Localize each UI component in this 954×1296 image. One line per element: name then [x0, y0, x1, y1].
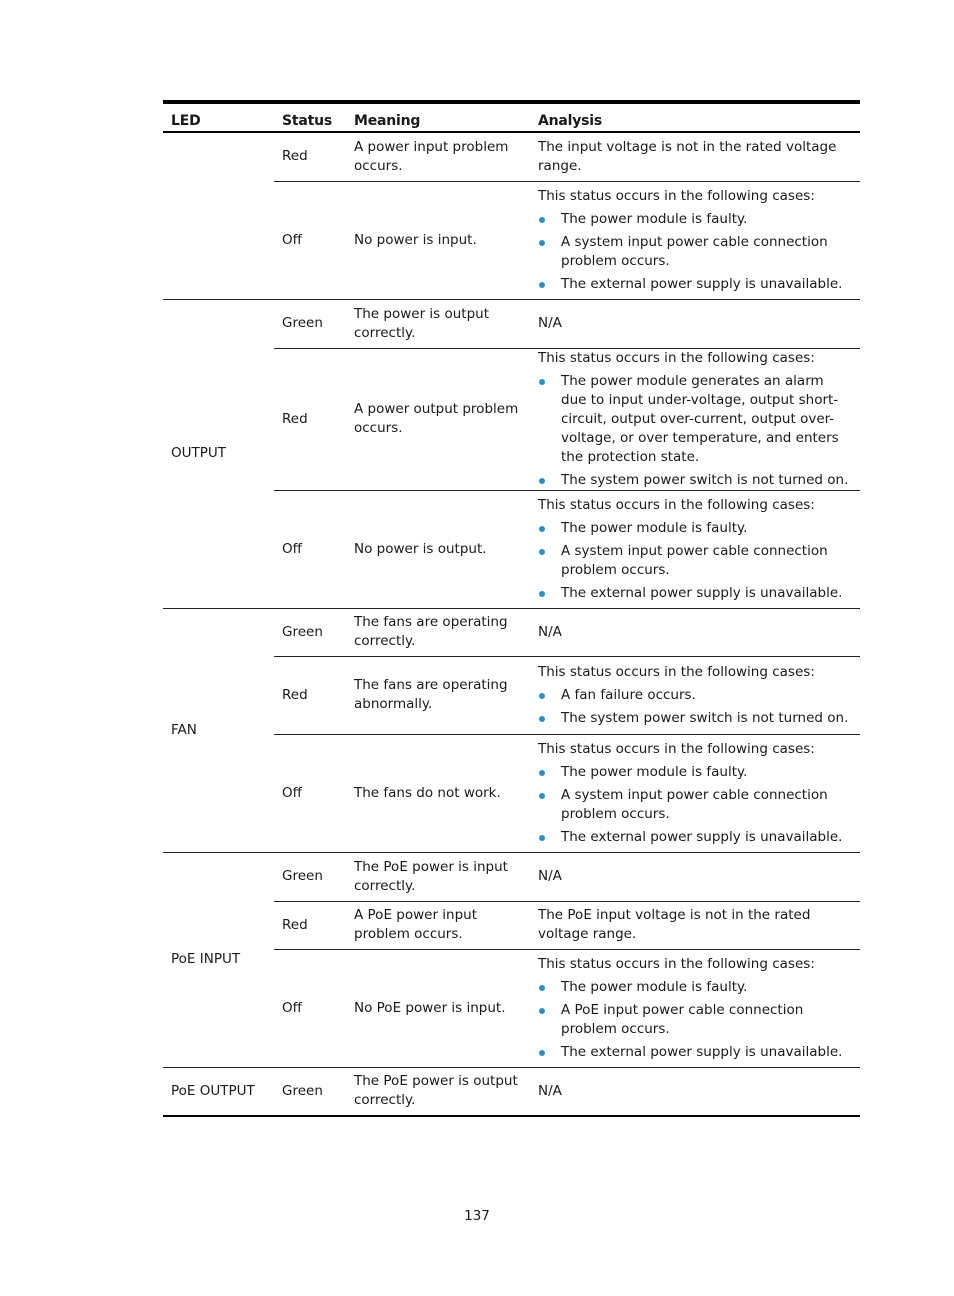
bullet-dot-icon [539, 240, 545, 246]
bullet-dot-icon [539, 835, 545, 841]
list-item [538, 471, 852, 490]
meaning-cell: No PoE power is input. [346, 949, 530, 1067]
bullet-text: A system input power cable connection problem occurs. [561, 786, 828, 822]
bullet-text: The power module is faulty. [561, 978, 748, 995]
analysis-bullet-list [538, 519, 852, 603]
bullet-text: The external power supply is unavailable. [561, 584, 843, 601]
led-name-cell: PoE OUTPUT [163, 1067, 274, 1116]
status-cell: Red [274, 901, 346, 949]
meaning-cell: A PoE power input problem occurs. [346, 901, 530, 949]
bullet-dot-icon [539, 693, 545, 699]
bullet-dot-icon [539, 478, 545, 484]
list-item [538, 372, 852, 467]
meaning-cell: No power is output. [346, 490, 530, 608]
list-item [538, 828, 852, 847]
analysis-cell: N/A [530, 852, 860, 901]
table-body [163, 132, 860, 1116]
analysis-bullet-list [538, 978, 852, 1062]
bullet-dot-icon [539, 379, 545, 385]
meaning-cell: The fans are operating abnormally. [346, 656, 530, 734]
table-row [163, 299, 860, 348]
analysis-lead: This status occurs in the following cases: [538, 740, 815, 757]
bullet-text: The power module is faulty. [561, 210, 748, 227]
table-row [163, 1067, 860, 1116]
status-cell: Red [274, 656, 346, 734]
status-cell: Off [274, 490, 346, 608]
status-cell: Green [274, 299, 346, 348]
status-cell: Off [274, 181, 346, 299]
bullet-text: A fan failure occurs. [561, 686, 696, 703]
meaning-cell: The PoE power is output correctly. [346, 1067, 530, 1116]
analysis-cell: N/A [530, 299, 860, 348]
analysis-cell: The PoE input voltage is not in the rated voltage range. [530, 901, 860, 949]
led-status-table [163, 100, 860, 1117]
header-status: Status [274, 102, 346, 132]
bullet-dot-icon [539, 1008, 545, 1014]
bullet-text: The system power switch is not turned on. [561, 709, 849, 726]
analysis-cell [530, 734, 860, 852]
analysis-cell [530, 656, 860, 734]
analysis-bullet-list [538, 686, 852, 728]
analysis-bullet-list [538, 763, 852, 847]
meaning-cell: No power is input. [346, 181, 530, 299]
list-item [538, 1043, 852, 1062]
analysis-lead: This status occurs in the following cases: [538, 349, 815, 366]
table-row [163, 132, 860, 181]
bullet-text: The power module generates an alarm due to input under-voltage, output short-circuit, output over-current, output over-voltage, or over temperature, and enters the protection state. [561, 372, 839, 465]
header-meaning: Meaning [346, 102, 530, 132]
led-name-cell: PoE INPUT [163, 852, 274, 1067]
bullet-text: The external power supply is unavailable. [561, 1043, 843, 1060]
list-item [538, 233, 852, 271]
analysis-cell: The input voltage is not in the rated voltage range. [530, 132, 860, 181]
meaning-cell: A power output problem occurs. [346, 348, 530, 490]
list-item [538, 1001, 852, 1039]
list-item [538, 709, 852, 728]
document-body [163, 100, 860, 1117]
page-number: 137 [464, 1208, 490, 1224]
analysis-lead: This status occurs in the following cases: [538, 187, 815, 204]
bullet-dot-icon [539, 282, 545, 288]
meaning-cell: The power is output correctly. [346, 299, 530, 348]
header-led: LED [163, 102, 274, 132]
analysis-lead: This status occurs in the following cases: [538, 496, 815, 513]
list-item [538, 763, 852, 782]
analysis-cell [530, 490, 860, 608]
bullet-text: A PoE input power cable connection problem occurs. [561, 1001, 804, 1037]
status-cell: Off [274, 734, 346, 852]
bullet-text: A system input power cable connection problem occurs. [561, 542, 828, 578]
table-row [163, 852, 860, 901]
bullet-text: A system input power cable connection problem occurs. [561, 233, 828, 269]
status-cell: Off [274, 949, 346, 1067]
list-item [538, 584, 852, 603]
header-row [163, 102, 860, 132]
analysis-cell [530, 181, 860, 299]
analysis-lead: This status occurs in the following cases: [538, 955, 815, 972]
list-item [538, 978, 852, 997]
status-cell: Green [274, 608, 346, 656]
meaning-cell: A power input problem occurs. [346, 132, 530, 181]
bullet-dot-icon [539, 1050, 545, 1056]
meaning-cell: The fans do not work. [346, 734, 530, 852]
bullet-dot-icon [539, 526, 545, 532]
status-cell: Red [274, 132, 346, 181]
meaning-cell: The fans are operating correctly. [346, 608, 530, 656]
analysis-cell: N/A [530, 1067, 860, 1116]
list-item [538, 519, 852, 538]
bullet-text: The external power supply is unavailable. [561, 275, 843, 292]
table-row [163, 608, 860, 656]
bullet-text: The external power supply is unavailable. [561, 828, 843, 845]
list-item [538, 786, 852, 824]
status-cell: Green [274, 1067, 346, 1116]
bullet-dot-icon [539, 549, 545, 555]
bullet-text: The system power switch is not turned on. [561, 471, 849, 488]
bullet-text: The power module is faulty. [561, 519, 748, 536]
analysis-bullet-list [538, 210, 852, 294]
list-item [538, 275, 852, 294]
list-item [538, 686, 852, 705]
bullet-dot-icon [539, 716, 545, 722]
bullet-dot-icon [539, 217, 545, 223]
analysis-lead: This status occurs in the following cases: [538, 663, 815, 680]
meaning-cell: The PoE power is input correctly. [346, 852, 530, 901]
bullet-text: The power module is faulty. [561, 763, 748, 780]
table-header [163, 102, 860, 132]
bullet-dot-icon [539, 793, 545, 799]
header-analysis: Analysis [530, 102, 860, 132]
status-cell: Red [274, 348, 346, 490]
led-name-cell: FAN [163, 608, 274, 852]
led-name-cell: OUTPUT [163, 299, 274, 608]
analysis-cell: N/A [530, 608, 860, 656]
analysis-bullet-list [538, 372, 852, 490]
bullet-dot-icon [539, 591, 545, 597]
bullet-dot-icon [539, 985, 545, 991]
analysis-cell [530, 348, 860, 490]
list-item [538, 542, 852, 580]
led-name-cell [163, 132, 274, 299]
list-item [538, 210, 852, 229]
bullet-dot-icon [539, 770, 545, 776]
status-cell: Green [274, 852, 346, 901]
analysis-cell [530, 949, 860, 1067]
